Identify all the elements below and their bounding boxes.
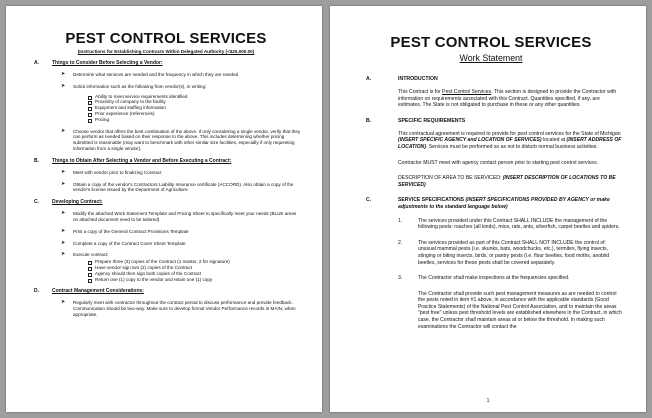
item-paragraph: The Contractor shall provide such pest management measures as are needed to control the pests noted in item #1 above, in accordance with the applicable standards (Good Practice Statements) of the National Pest Control Association, and to maintain the areas "pest free" unless pest threshold levels are established elsewhere in the Contract, in which case, the Contractor shall maintain areas at or below the threshold. In making such examinations the Contractor will contact the <box>418 290 622 330</box>
checklist-item: Prior experience (references) <box>30 111 302 117</box>
bullet-item: ➤ Meet with vendor prior to finalizing Contract <box>30 170 302 176</box>
numbered-item <box>358 240 624 266</box>
text-run: This Contract is for <box>398 89 443 95</box>
page-subtitle: Work Statement <box>459 53 523 63</box>
section-letter: B. <box>34 157 39 164</box>
checklist-item: Pricing <box>30 117 302 123</box>
section-letter: C. <box>366 197 372 204</box>
checklist-item: Return one (1) copy to the vendor and retain one (1) copy <box>30 277 302 283</box>
section-title: Developing Contract: <box>52 199 103 206</box>
section-letter: A. <box>34 60 39 66</box>
section-c-heading <box>358 197 624 210</box>
bullet-item: ➤ Modify the attached Work Statement Template and Pricing Sheet to specifically meet your needs (BLUE areas on attached document need to be tailored) <box>30 211 302 223</box>
text-run: DESCRIPTION OF AREA TO BE SERVICED: <box>398 175 503 182</box>
checklist-item: Have vendor sign two (2) copies of the Contract <box>30 265 302 271</box>
bullet-item: ➤ Execute contract: <box>30 252 302 258</box>
section-a-heading <box>30 60 302 66</box>
bullet-item: ➤ Print a copy of the General Contract Provisions Template <box>30 229 302 235</box>
checklist-item: Equipment and staffing information <box>30 105 302 111</box>
checklist-item: Prepare three (3) copies of the Contract (1 master, 2 for signature) <box>30 259 302 265</box>
section-title: INTRODUCTION <box>398 76 438 82</box>
bullet-item: ➤ Determine what services are needed and the frequency in which they are needed <box>30 72 302 78</box>
page-title: PEST CONTROL SERVICES <box>390 34 592 51</box>
bullet-item: ➤ Regularly meet with contractor throughout the contract period to discuss performance and provide feedback. Communication should be two-way. Make sure to develop formal Vendor Performance records in MAIN, when appropriate. <box>30 300 302 317</box>
section-letter: D. <box>34 288 39 295</box>
page-title: PEST CONTROL SERVICES <box>65 30 267 47</box>
section-a-heading <box>358 76 624 82</box>
checklist-item: Proximity of company to the facility <box>30 99 302 105</box>
checklist-item: Agency should then sign both copies of the Contract <box>30 271 302 277</box>
page-number: 1 <box>486 398 490 404</box>
section-title: Things to Obtain After Selecting a Vendor and Before Executing a Contract: <box>52 157 232 164</box>
section-title: SERVICE SPECIFICATIONS <box>398 197 465 204</box>
section-letter: B. <box>366 117 372 124</box>
text-run: located at <box>541 137 567 144</box>
text-run: . Services must be performed so as not to disturb normal business activities. <box>425 143 598 150</box>
numbered-item <box>358 218 624 231</box>
item-number: 1. <box>398 217 403 224</box>
numbered-item <box>358 275 624 282</box>
bullet-item: ➤ Solicit information such as the following from vendor(s), in writing: <box>30 84 302 90</box>
instructions-page <box>6 6 322 412</box>
placeholder-text: (INSERT SPECIFIC AGENCY and LOCATION OF SERVICES) <box>398 137 542 144</box>
page-subtitle: (Instructions for Establishing Contracts Within Delegated Authority (<$25,000.00) <box>77 49 255 54</box>
text-run: This contractual agreement is required to provide for pest control services for the State of Michigan <box>398 130 621 137</box>
section-letter: C. <box>34 199 39 206</box>
text-run: . This section is designed to provide the Contractor with information on requirements associated with this Contract. Quantities specified, if any, are estimates. The State is not obligated to purchase in these or any other quantities. <box>398 89 617 109</box>
placeholder-text: (INSERT ADDRESS OF LOCATION) <box>398 137 622 150</box>
section-b-heading <box>30 158 302 164</box>
section-letter: A. <box>366 76 372 82</box>
section-b-heading <box>358 118 624 124</box>
section-d-heading <box>30 288 302 294</box>
item-number: 2. <box>398 239 403 246</box>
item-text: The services provided as part of this Contract SHALL NOT INCLUDE the control of: unusual mammal pests (i.e. skunks, bats, woodchucks, etc.), termites, flying insects, stinging or biting insects, birds, or pantry pests (i.e. flour beetles, food moths, anobiid beetles, services for these pests shall be covered separately. <box>418 239 610 266</box>
area-paragraph <box>358 175 624 188</box>
contact-paragraph: Contractor MUST meet with agency contact person prior to starting pest control services. <box>398 159 599 166</box>
section-title: Things to Consider Before Selecting a Vendor: <box>52 60 163 66</box>
service-name: Pest Control Services <box>442 89 492 95</box>
item-number: 3. <box>398 275 403 282</box>
bullet-item: ➤ Complete a copy of the Contract Cover Sheet Template <box>30 241 302 247</box>
section-title: SPECIFIC REQUIREMENTS <box>398 117 466 124</box>
work-statement-page <box>330 6 646 412</box>
checklist-item: Ability to meet service requirements identified <box>30 94 302 100</box>
bullet-item: ➤ Choose vendor that offers the best combination of the above. If only considering a single vendor, verify that they can perform as needed based on their response to the above. This includes determining whether pricing submitted is reasonable (may want to benchmark with other similar size facilities, especially if only requesting information from a single vendor). <box>30 129 302 152</box>
placeholder-text: (INSERT DESCRIPTION OF LOCATIONS TO BE SERVICED) <box>398 175 616 188</box>
section-c-heading <box>30 199 302 205</box>
intro-paragraph <box>358 89 624 109</box>
placeholder-text: (INSERT SPECIFICATIONS PROVIDED BY AGENCY or make adjustments to the standard language below) <box>398 197 610 210</box>
item-text: The Contractor shall make inspections at the frequencies specified. <box>418 275 570 282</box>
section-title: Contract Management Considerations: <box>52 288 144 295</box>
bullet-item: ➤ Obtain a copy of the vendor's Contractors Liability Insurance certificate (ACCORD). Also obtain a copy of the vendor's license issued by the Department of Agriculture. <box>30 182 302 194</box>
item-text: The services provided under this Contract SHALL INCLUDE the management of the following pests: roaches (all kinds), mice, rats, ants, silverfish, carpet beetles and spiders. <box>418 217 620 231</box>
requirements-paragraph <box>358 131 624 151</box>
